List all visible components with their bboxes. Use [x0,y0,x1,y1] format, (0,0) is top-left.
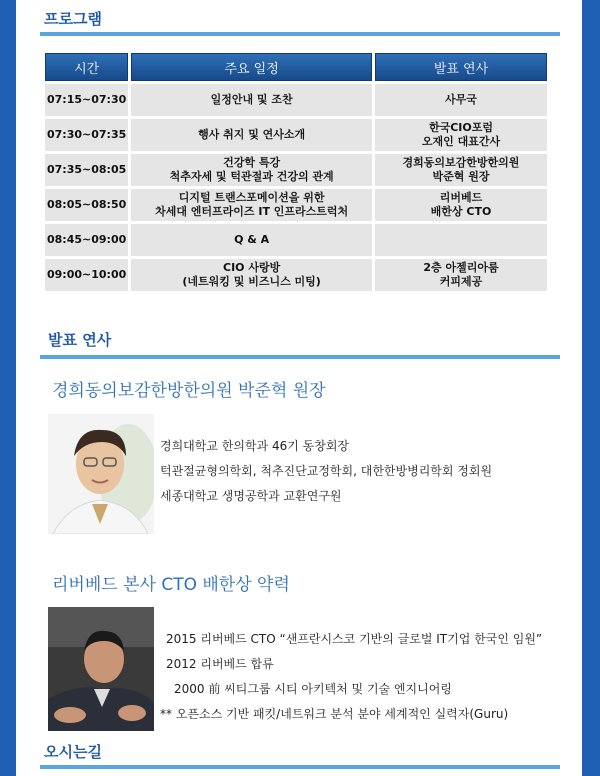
main-line: 디지털 트랜스포메이션을 위한 [178,191,325,204]
speaker-cell [375,84,547,116]
bio-line: 2000 前 씨티그룹 시티 아키텍처 및 기술 엔지니어링 [174,682,452,696]
time-cell: 07:15~07:30 [45,84,128,116]
main-line: (네트워킹 및 비즈니스 미팅) [182,275,321,288]
table-row [45,259,547,291]
schedule-table [42,50,550,294]
bio-line: 경희대학교 한의학과 46기 동창회장 [160,439,350,453]
main-cell [131,224,372,256]
speaker-line: 오재인 대표간사 [421,135,501,148]
speaker-cell [375,189,547,221]
speaker-line: 리버베드 [439,191,483,204]
main-line: 건강학 특강 [223,156,281,169]
speaker-1-bio [160,434,492,509]
speaker-1-name: 경희동의보감한방한의원 박준혁 원장 [52,381,326,401]
speaker-line: 경희동의보감한방한의원 [402,156,520,169]
directions-section-title: 오시는길 [44,743,102,761]
directions-divider [40,765,560,769]
program-section-title: 프로그램 [44,10,102,28]
schedule-table-container [42,50,550,294]
time-cell: 07:35~08:05 [45,154,128,186]
speaker-1-portrait-icon [48,414,154,534]
speakers-divider [40,355,560,359]
speaker-cell [375,119,547,151]
main-cell [131,259,372,291]
main-cell [131,154,372,186]
speaker-line: 2층 아젤리아룸 [423,261,499,274]
speaker-2-name: 리버베드 본사 CTO 배한상 약력 [52,575,290,595]
speaker-line: 박준혁 원장 [432,170,490,183]
table-row [45,224,547,256]
speaker-line: 커피제공 [439,275,483,288]
time-cell: 09:00~10:00 [45,259,128,291]
header-main-schedule: 주요 일정 [131,53,372,81]
header-speaker: 발표 연사 [375,53,547,81]
speakers-section-title: 발표 연사 [48,331,112,349]
bio-line: 세종대학교 생명공학과 교환연구원 [160,489,342,503]
speaker-line: 한국CIO포럼 [428,121,494,134]
time-cell: 08:45~09:00 [45,224,128,256]
table-row [45,119,547,151]
speaker-2-photo [48,607,154,731]
main-line: 일정안내 및 조찬 [210,93,293,106]
right-border-bar [582,0,600,776]
bio-line: 2012 리버베드 합류 [166,657,274,671]
bio-line: 턱관절균형의학회, 척추진단교정학회, 대한한방병리학회 정회원 [160,464,493,478]
main-cell [131,189,372,221]
main-line: 척추자세 및 턱관절과 건강의 관계 [169,170,334,183]
speaker-1-photo [48,414,154,534]
table-row [45,84,547,116]
time-cell: 08:05~08:50 [45,189,128,221]
header-time: 시간 [45,53,128,81]
main-line: Q & A [234,233,270,246]
speaker-cell [375,154,547,186]
main-line: 행사 취지 및 연사소개 [198,128,306,141]
speaker-2-portrait-icon [48,607,154,731]
main-cell [131,119,372,151]
speaker-line: 배한상 CTO [430,205,492,218]
bio-line: ** 오픈소스 기반 패킷/네트워크 분석 분야 세계적인 실력자(Guru) [160,707,509,721]
bio-line: 2015 리버베드 CTO “샌프란시스코 기반의 글로벌 IT기업 한국인 임원” [166,632,543,646]
speaker-line: 사무국 [445,93,477,106]
table-row [45,154,547,186]
speaker-2-bio [160,627,543,727]
time-cell: 07:30~07:35 [45,119,128,151]
speaker-cell [375,224,547,256]
left-border-bar [0,0,16,776]
main-line: CIO 사랑방 [223,261,281,274]
speaker-cell [375,259,547,291]
program-divider [40,32,560,36]
main-cell [131,84,372,116]
table-row [45,189,547,221]
main-line: 차세대 엔터프라이즈 IT 인프라스트럭처 [155,205,349,218]
